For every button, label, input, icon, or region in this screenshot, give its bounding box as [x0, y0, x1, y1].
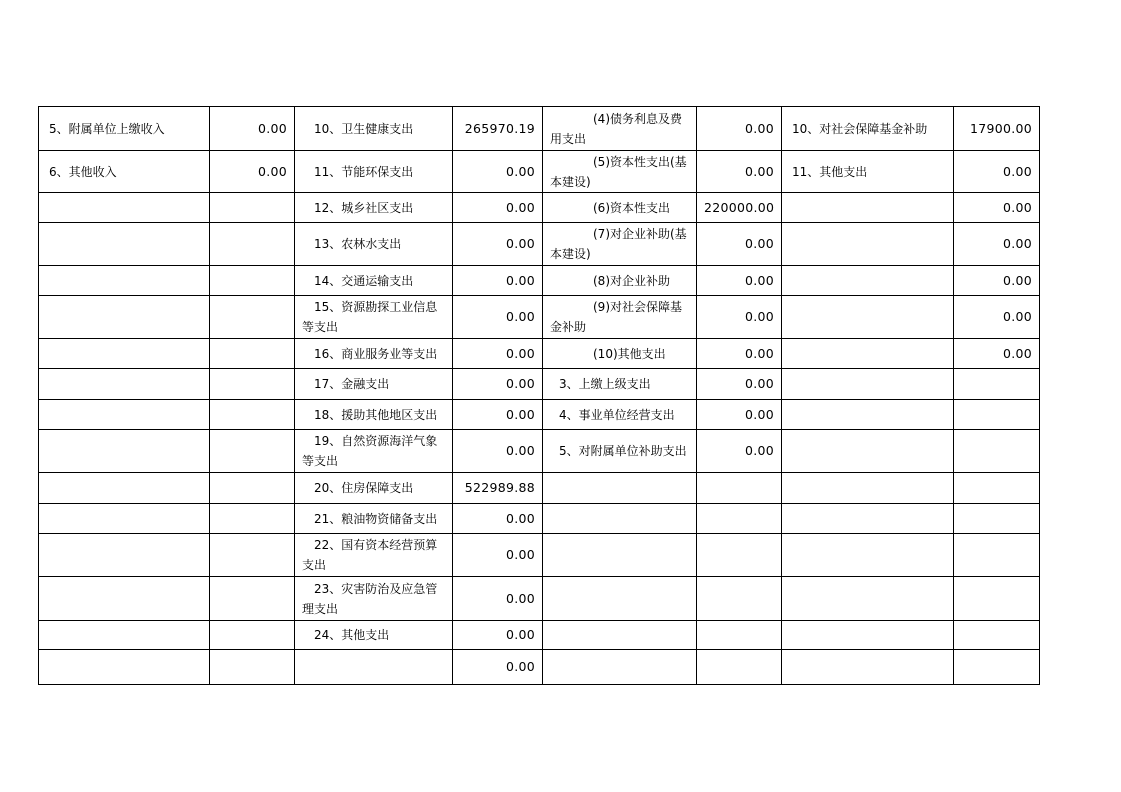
item-label-cell	[295, 577, 453, 621]
item-label: (10)其他支出	[593, 346, 666, 361]
table-row	[39, 504, 1040, 534]
amount-cell: 0.00	[210, 151, 295, 193]
amount-cell	[210, 400, 295, 430]
item-label-cell	[295, 193, 453, 223]
amount-cell: 0.00	[697, 151, 782, 193]
item-label-cell	[295, 504, 453, 534]
item-label-cell	[295, 107, 453, 151]
table-body	[39, 107, 1040, 685]
amount-cell: 522989.88	[453, 473, 543, 504]
item-label: (8)对企业补助	[593, 273, 670, 288]
item-label-cell	[782, 577, 954, 621]
table-row	[39, 369, 1040, 400]
amount-cell	[954, 400, 1040, 430]
item-label-cell	[39, 650, 210, 685]
amount-cell: 0.00	[954, 151, 1040, 193]
amount-cell: 265970.19	[453, 107, 543, 151]
item-label: 20、住房保障支出	[314, 481, 414, 495]
item-label-cell	[39, 504, 210, 534]
item-label-cell	[295, 266, 453, 296]
amount-cell: 0.00	[697, 266, 782, 296]
item-label-cell	[543, 400, 697, 430]
amount-cell: 0.00	[954, 193, 1040, 223]
item-label-cell	[782, 621, 954, 650]
item-label-cell	[543, 621, 697, 650]
item-label: 10、卫生健康支出	[314, 121, 414, 136]
amount-cell	[210, 296, 295, 339]
item-label-cell	[543, 504, 697, 534]
item-label: 4、事业单位经营支出	[559, 407, 675, 422]
item-label-cell	[39, 223, 210, 266]
item-label-cell	[295, 621, 453, 650]
item-label-cell	[39, 534, 210, 577]
table-row	[39, 193, 1040, 223]
item-label-cell	[39, 339, 210, 369]
item-label-cell	[295, 400, 453, 430]
item-label-cell	[39, 430, 210, 473]
amount-cell: 0.00	[453, 223, 543, 266]
item-label-cell	[782, 296, 954, 339]
amount-cell	[210, 430, 295, 473]
amount-cell: 0.00	[453, 621, 543, 650]
item-label: (9)对社会保障基金补助	[550, 300, 682, 334]
amount-cell: 0.00	[954, 223, 1040, 266]
amount-cell: 0.00	[697, 223, 782, 266]
amount-cell	[210, 504, 295, 534]
table-row	[39, 339, 1040, 369]
item-label-cell	[543, 296, 697, 339]
item-label-cell	[543, 650, 697, 685]
amount-cell: 0.00	[453, 577, 543, 621]
item-label-cell	[39, 369, 210, 400]
item-label: (7)对企业补助(基本建设)	[550, 227, 687, 261]
item-label-cell	[782, 223, 954, 266]
item-label-cell	[39, 193, 210, 223]
table-row	[39, 430, 1040, 473]
amount-cell: 0.00	[697, 400, 782, 430]
item-label: 19、自然资源海洋气象等支出	[302, 434, 438, 468]
item-label-cell	[39, 296, 210, 339]
amount-cell	[954, 650, 1040, 685]
amount-cell: 0.00	[453, 339, 543, 369]
amount-cell	[697, 504, 782, 534]
item-label-cell	[295, 151, 453, 193]
amount-cell	[210, 473, 295, 504]
item-label-cell	[543, 151, 697, 193]
amount-cell	[954, 473, 1040, 504]
amount-cell	[210, 621, 295, 650]
amount-cell	[210, 577, 295, 621]
amount-cell	[210, 339, 295, 369]
amount-cell: 17900.00	[954, 107, 1040, 151]
item-label: (4)债务利息及费用支出	[550, 111, 682, 146]
amount-cell	[954, 621, 1040, 650]
item-label: 17、金融支出	[314, 377, 390, 391]
item-label-cell	[782, 400, 954, 430]
amount-cell	[210, 369, 295, 400]
item-label-cell	[295, 339, 453, 369]
item-label-cell	[295, 650, 453, 685]
item-label-cell	[543, 534, 697, 577]
item-label-cell	[543, 577, 697, 621]
item-label: 16、商业服务业等支出	[314, 346, 438, 361]
amount-cell: 0.00	[697, 369, 782, 400]
table-row	[39, 151, 1040, 193]
amount-cell: 0.00	[697, 296, 782, 339]
amount-cell: 0.00	[954, 266, 1040, 296]
amount-cell: 0.00	[453, 430, 543, 473]
table-row	[39, 266, 1040, 296]
table-row	[39, 296, 1040, 339]
budget-table	[38, 106, 1040, 685]
amount-cell	[954, 430, 1040, 473]
item-label-cell	[782, 151, 954, 193]
item-label: 23、灾害防治及应急管理支出	[302, 581, 438, 616]
item-label-cell	[39, 473, 210, 504]
item-label: 21、粮油物资储备支出	[314, 511, 438, 526]
amount-cell	[210, 534, 295, 577]
amount-cell	[697, 534, 782, 577]
amount-cell	[954, 369, 1040, 400]
item-label: 15、资源勘探工业信息等支出	[302, 300, 438, 334]
item-label-cell	[295, 534, 453, 577]
item-label-cell	[543, 266, 697, 296]
amount-cell	[210, 193, 295, 223]
item-label-cell	[39, 577, 210, 621]
item-label-cell	[543, 193, 697, 223]
item-label-cell	[39, 266, 210, 296]
amount-cell	[954, 534, 1040, 577]
amount-cell	[210, 223, 295, 266]
amount-cell	[954, 577, 1040, 621]
item-label: 5、附属单位上缴收入	[49, 121, 165, 136]
item-label-cell	[782, 650, 954, 685]
amount-cell: 0.00	[697, 107, 782, 151]
item-label-cell	[543, 430, 697, 473]
amount-cell: 0.00	[453, 534, 543, 577]
amount-cell	[954, 504, 1040, 534]
amount-cell: 0.00	[453, 504, 543, 534]
amount-cell: 0.00	[453, 650, 543, 685]
item-label-cell	[295, 430, 453, 473]
item-label: 10、对社会保障基金补助	[792, 121, 928, 136]
item-label: 13、农林水支出	[314, 237, 402, 251]
amount-cell	[697, 473, 782, 504]
amount-cell: 0.00	[453, 296, 543, 339]
table-row	[39, 577, 1040, 621]
item-label-cell	[543, 473, 697, 504]
table-row	[39, 400, 1040, 430]
item-label: 12、城乡社区支出	[314, 200, 414, 215]
table-row	[39, 534, 1040, 577]
item-label-cell	[295, 473, 453, 504]
item-label-cell	[39, 107, 210, 151]
table-row	[39, 621, 1040, 650]
item-label: 5、对附属单位补助支出	[559, 444, 687, 458]
table-row	[39, 107, 1040, 151]
item-label: 14、交通运输支出	[314, 273, 414, 288]
item-label-cell	[782, 430, 954, 473]
amount-cell	[697, 650, 782, 685]
amount-cell: 0.00	[954, 296, 1040, 339]
table-row	[39, 473, 1040, 504]
amount-cell	[697, 621, 782, 650]
item-label-cell	[782, 339, 954, 369]
item-label: 18、援助其他地区支出	[314, 407, 438, 422]
item-label-cell	[782, 369, 954, 400]
amount-cell: 0.00	[210, 107, 295, 151]
amount-cell: 0.00	[954, 339, 1040, 369]
item-label-cell	[782, 504, 954, 534]
item-label-cell	[543, 339, 697, 369]
item-label: (5)资本性支出(基本建设)	[550, 154, 687, 189]
amount-cell	[210, 266, 295, 296]
amount-cell: 220000.00	[697, 193, 782, 223]
amount-cell: 0.00	[697, 430, 782, 473]
item-label-cell	[782, 473, 954, 504]
amount-cell: 0.00	[453, 193, 543, 223]
item-label-cell	[295, 223, 453, 266]
table-row	[39, 223, 1040, 266]
item-label: 22、国有资本经营预算支出	[302, 538, 438, 572]
item-label: 11、节能环保支出	[314, 164, 414, 179]
amount-cell: 0.00	[453, 400, 543, 430]
amount-cell	[210, 650, 295, 685]
item-label-cell	[39, 151, 210, 193]
item-label-cell	[39, 400, 210, 430]
table-row	[39, 650, 1040, 685]
item-label-cell	[782, 107, 954, 151]
amount-cell	[697, 577, 782, 621]
item-label-cell	[543, 107, 697, 151]
item-label-cell	[39, 621, 210, 650]
item-label-cell	[295, 296, 453, 339]
amount-cell: 0.00	[697, 339, 782, 369]
item-label-cell	[782, 193, 954, 223]
amount-cell: 0.00	[453, 151, 543, 193]
item-label: 11、其他支出	[792, 164, 868, 179]
item-label: (6)资本性支出	[593, 200, 670, 215]
item-label-cell	[782, 266, 954, 296]
item-label: 3、上缴上级支出	[559, 377, 651, 391]
item-label-cell	[543, 223, 697, 266]
amount-cell: 0.00	[453, 266, 543, 296]
item-label: 6、其他收入	[49, 164, 117, 179]
item-label: 24、其他支出	[314, 628, 390, 642]
item-label-cell	[543, 369, 697, 400]
amount-cell: 0.00	[453, 369, 543, 400]
item-label-cell	[782, 534, 954, 577]
item-label-cell	[295, 369, 453, 400]
